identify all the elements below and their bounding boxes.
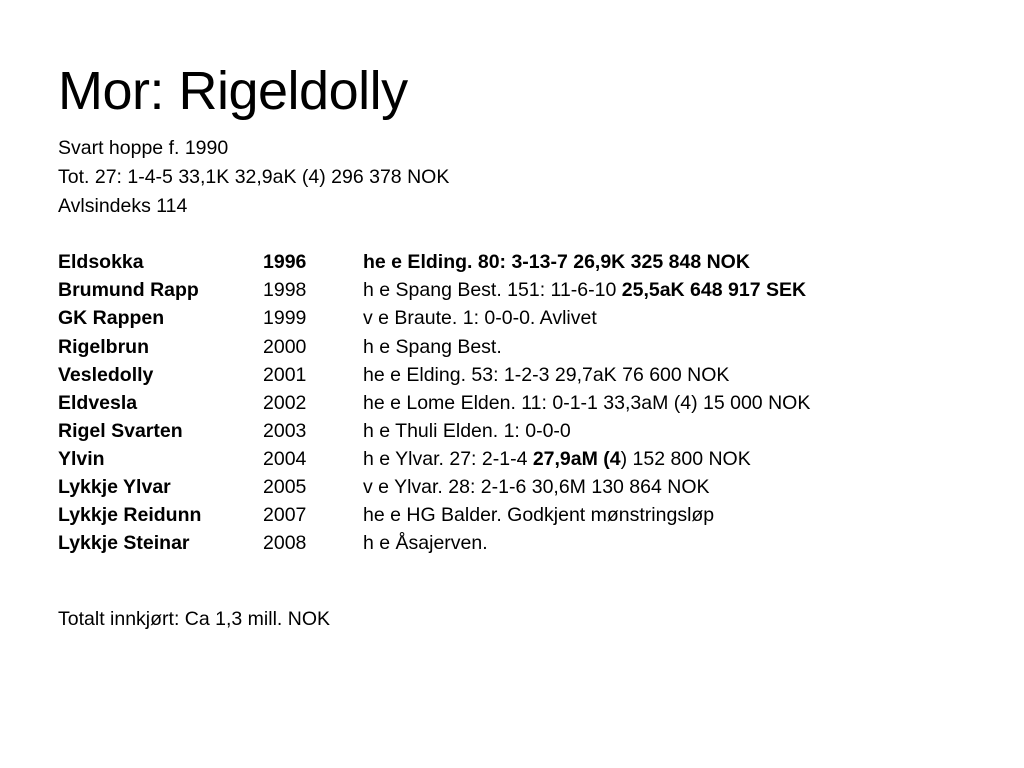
offspring-name: Lykkje Ylvar [58, 475, 171, 498]
offspring-year: 2008 [263, 532, 307, 555]
offspring-name: Vesledolly [58, 363, 154, 386]
table-row [58, 361, 966, 389]
table-row [58, 529, 966, 557]
offspring-description: he e Lome Elden. 11: 0-1-1 33,3aM (4) 15 000 NOK [363, 391, 811, 414]
table-row [58, 304, 966, 332]
offspring-year: 2003 [263, 419, 307, 442]
table-row [58, 445, 966, 473]
offspring-name: Lykkje Steinar [58, 532, 190, 555]
offspring-description [363, 445, 966, 473]
table-row [58, 248, 966, 276]
offspring-year: 2004 [263, 447, 307, 470]
offspring-description [363, 248, 966, 276]
offspring-description: h e Spang Best. [363, 335, 502, 358]
table-row [58, 501, 966, 529]
table-row [58, 276, 966, 304]
table-row [58, 389, 966, 417]
offspring-description: h e Åsajerven. [363, 532, 488, 555]
offspring-year: 1996 [263, 251, 307, 274]
offspring-description: h e Thuli Elden. 1: 0-0-0 [363, 419, 571, 442]
offspring-year: 2001 [263, 363, 307, 386]
offspring-name: Lykkje Reidunn [58, 503, 202, 526]
offspring-table [58, 248, 966, 557]
offspring-description: he e Elding. 53: 1-2-3 29,7aK 76 600 NOK [363, 363, 730, 386]
offspring-description-bold: 25,5aK 648 917 SEK [621, 279, 807, 302]
offspring-name: Ylvin [58, 447, 105, 470]
total-earnings-text: Totalt innkjørt: Ca 1,3 mill. NOK [58, 608, 330, 631]
offspring-year: 1999 [263, 307, 307, 330]
offspring-name: Rigel Svarten [58, 419, 183, 442]
offspring-name: GK Rappen [58, 307, 165, 330]
table-row [58, 333, 966, 361]
offspring-description: he e HG Balder. Godkjent mønstringsløp [363, 503, 715, 526]
offspring-year: 1998 [263, 279, 307, 302]
offspring-description: v e Braute. 1: 0-0-0. Avlivet [363, 307, 597, 330]
offspring-year: 2007 [263, 503, 307, 526]
offspring-year: 2002 [263, 391, 307, 414]
offspring-description-tail: ) 152 800 NOK [620, 447, 751, 470]
offspring-description: v e Ylvar. 28: 2-1-6 30,6M 130 864 NOK [363, 475, 710, 498]
summary-block [58, 134, 966, 220]
offspring-name: Eldvesla [58, 391, 138, 414]
page-title: Mor: Rigeldolly [58, 61, 408, 121]
offspring-name: Rigelbrun [58, 335, 149, 358]
offspring-description-plain: h e Spang Best. 151: 11-6-10 [363, 279, 622, 302]
offspring-description-bold: he e Elding. 80: 3-13-7 26,9K 325 848 NOK [363, 251, 750, 274]
table-row [58, 473, 966, 501]
offspring-name: Eldsokka [58, 251, 144, 274]
summary-line-2: Tot. 27: 1-4-5 33,1K 32,9aK (4) 296 378 NOK [58, 165, 450, 188]
offspring-description-bold: 27,9aM (4 [532, 447, 621, 470]
summary-line-1: Svart hoppe f. 1990 [58, 137, 229, 160]
offspring-year: 2000 [263, 335, 307, 358]
table-row [58, 417, 966, 445]
offspring-year: 2005 [263, 475, 307, 498]
offspring-description-plain: h e Ylvar. 27: 2-1-4 [363, 447, 533, 470]
offspring-description [363, 276, 966, 304]
offspring-name: Brumund Rapp [58, 279, 199, 302]
summary-line-3: Avlsindeks 114 [58, 194, 188, 217]
